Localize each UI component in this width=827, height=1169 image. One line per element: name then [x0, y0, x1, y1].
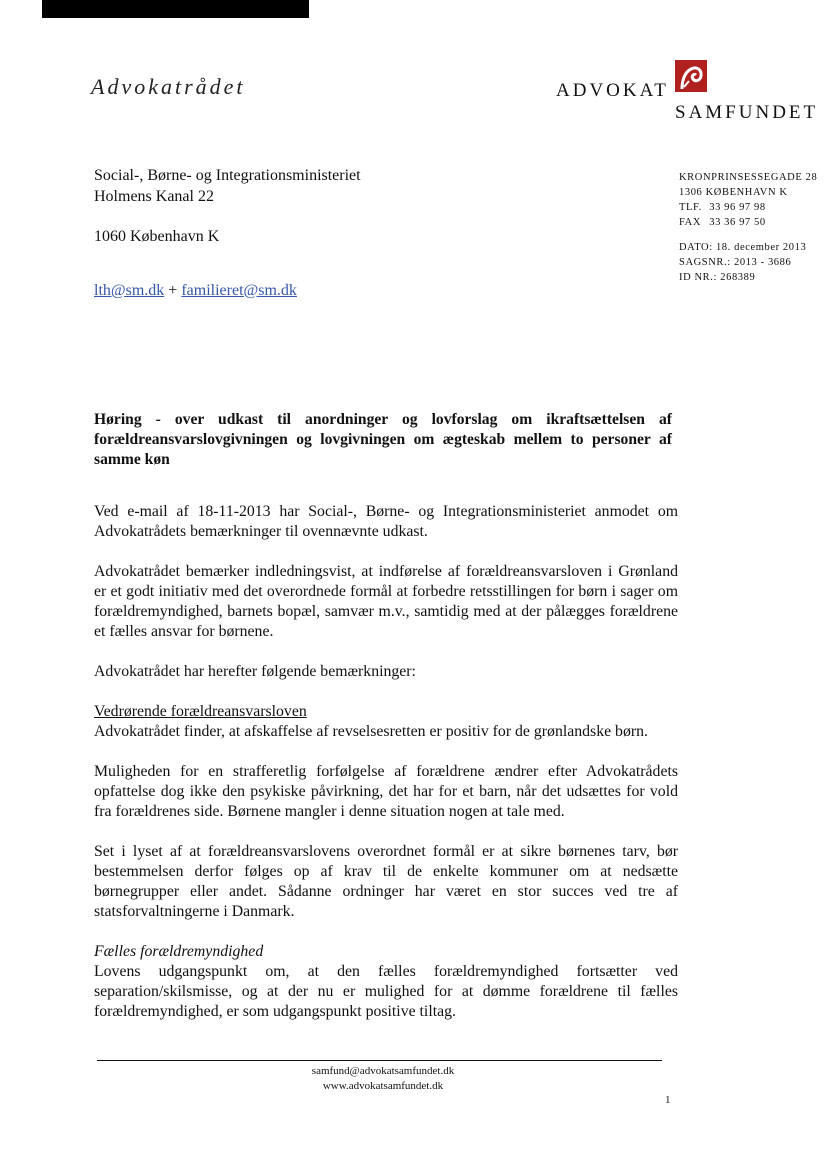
id-number: ID NR.: 268389	[679, 272, 756, 283]
email-link-lth[interactable]: lth@sm.dk	[94, 282, 165, 299]
advokatsamfundet-logo	[556, 60, 827, 122]
sender-phone	[679, 200, 817, 215]
plus-sign: +	[168, 282, 178, 299]
email-link-familieret[interactable]: familieret@sm.dk	[181, 282, 297, 299]
case-number: SAGSNR.: 2013 - 3686	[679, 257, 792, 268]
recipient-city: 1060 København K	[94, 228, 220, 245]
paragraph-revselsesret: Advokatrådet finder, at afskaffelse af revselsesretten er positiv for de grønlandske børn.	[94, 723, 648, 740]
fax-label: FAX	[679, 217, 702, 228]
paragraph-remarks-lead: Advokatrådet har herefter følgende bemærkninger:	[94, 663, 416, 680]
emblem-icon	[675, 60, 707, 92]
recipient-emails	[94, 282, 297, 300]
footer-divider	[97, 1060, 662, 1061]
section-heading-foraeldreansvarsloven: Vedrørende forældreansvarsloven	[94, 703, 307, 720]
advokatraadet-logo: Advokatrådet	[91, 74, 246, 99]
sender-fax	[679, 215, 817, 230]
letter-body	[94, 502, 678, 1042]
footer-website[interactable]: www.advokatsamfundet.dk	[322, 1080, 444, 1092]
paragraph-boernegrupper: Set i lyset af at forældreansvarslovens overordnet formål er at sikre børnenes tarv, bør bestemmelsen derfor følges op af krav til de enkelte kommuner om at nedsætte børnegrupper eller andet. Sådanne ordninger har været en stor succes ved tre af statsforvaltningerne i Danmark.	[94, 843, 678, 920]
paragraph-initial-remarks: Advokatrådet bemærker indledningsvist, at indførelse af forældreansvarsloven i Grønland er et godt initiativ med det overordnede formål at forbedre retsstillingen for børn i sager om forældremyndighed, barnets bopæl, samvær m.v., samtidig med at der pålægges forældrene et fælles ansvar for børnene.	[94, 563, 678, 640]
letter-subject: Høring - over udkast til anordninger og lovforslag om ikraftsættelsen af forældreansvarslovgivningen og lovgivningen om ægteskab mellem to personer af samme køn	[94, 411, 672, 468]
recipient-name: Social-, Børne- og Integrationsministeriet	[94, 167, 361, 184]
section-heading-faelles-foraeldremyndighed: Fælles forældremyndighed	[94, 943, 264, 960]
logo-text-advokat: ADVOKAT	[556, 80, 669, 101]
paragraph-strafferetlig: Muligheden for en strafferetlig forfølgelse af forældrene ændrer efter Advokatrådets opfattelse dog ikke den psykiske påvirkning, det har for et barn, når det udsættes for vold fra forældrenes side. Børnene mangler i denne situation nogen at tale med.	[94, 763, 678, 820]
redaction-bar	[42, 0, 309, 18]
sender-address: KRONPRINSESSEGADE 28	[679, 172, 818, 183]
paragraph-udgangspunkt: Lovens udgangspunkt om, at den fælles forældremyndighed fortsætter ved separation/skilsmisse, og at der nu er mulighed for at dømme forældrene til fælles forældremyndighed, er som udgangspunkt positive tiltag.	[94, 963, 678, 1020]
page-number: 1	[665, 1094, 671, 1106]
phone-label: TLF.	[679, 202, 702, 213]
sender-postal: 1306 KØBENHAVN K	[679, 187, 788, 198]
phone-number: 33 96 97 98	[709, 202, 766, 213]
footer-email[interactable]: samfund@advokatsamfundet.dk	[311, 1065, 455, 1077]
sender-info-block	[679, 170, 817, 285]
recipient-street: Holmens Kanal 22	[94, 188, 214, 205]
fax-number: 33 36 97 50	[709, 217, 766, 228]
letter-date: DATO: 18. december 2013	[679, 242, 807, 253]
paragraph-intro: Ved e-mail af 18-11-2013 har Social-, Børne- og Integrationsministeriet anmodet om Advokatrådets bemærkninger til ovennævnte udkast.	[94, 503, 678, 540]
recipient-address	[94, 165, 361, 247]
logo-text-samfundet: SAMFUNDET	[675, 102, 819, 123]
